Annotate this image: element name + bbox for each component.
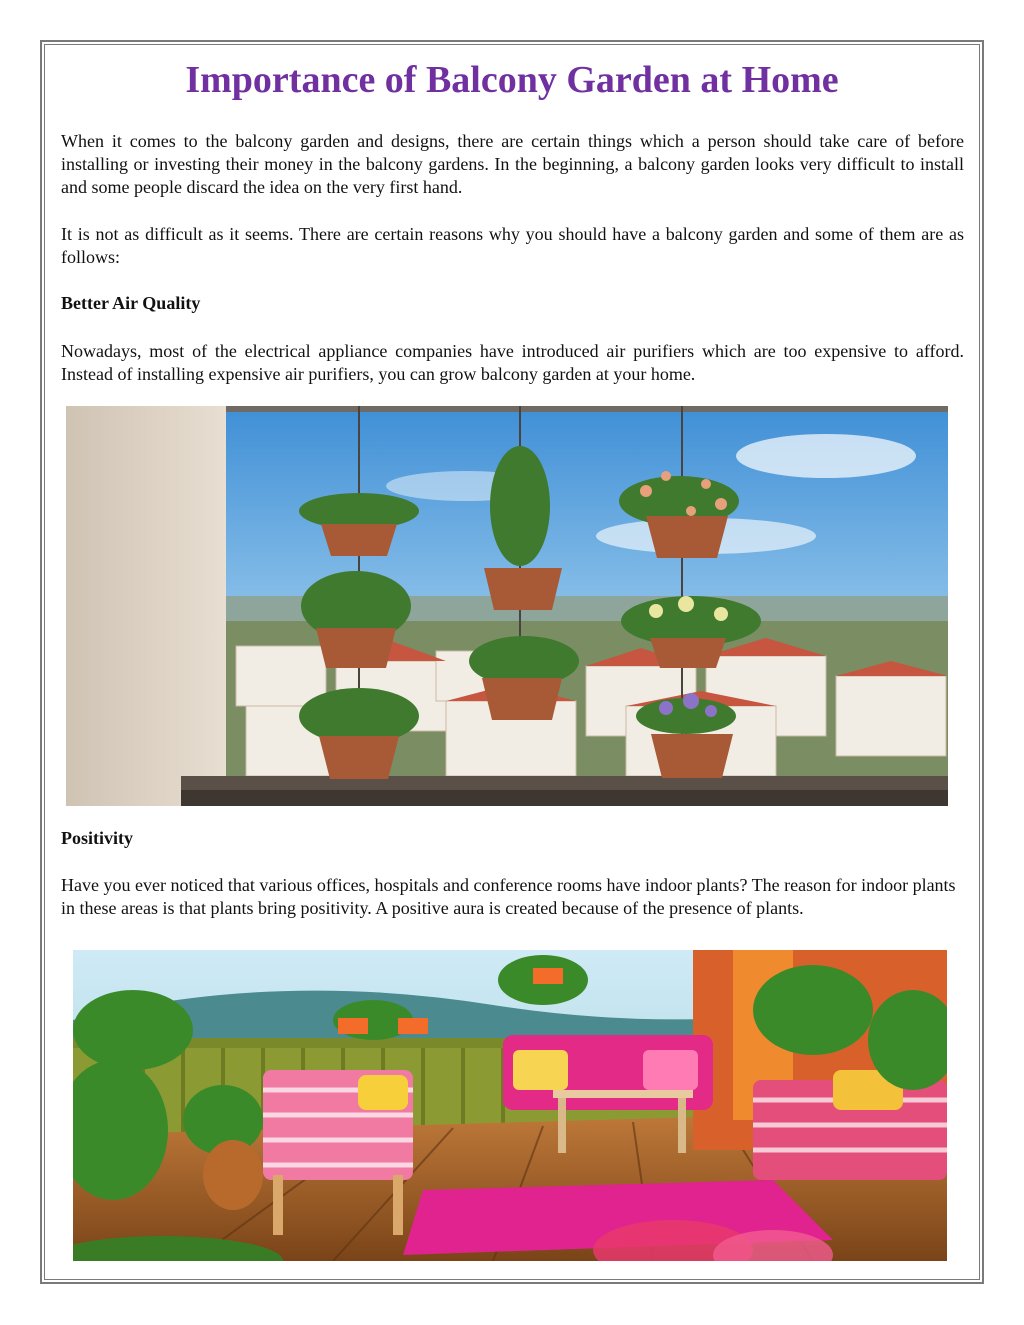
air-quality-paragraph: Nowadays, most of the electrical appliance companies have introduced air purifiers which are too expensive to afford. Instead of installing expensive air purifiers, you can grow balcony garden at your home. <box>61 341 964 384</box>
reasons-paragraph: It is not as difficult as it seems. There are certain reasons why you should have a balcony garden and some of them are as follows: <box>61 224 964 267</box>
intro-paragraph: When it comes to the balcony garden and designs, there are certain things which a person should take care of before installing or investing their money in the balcony gardens. In the beginning, a balcony garden looks very difficult to install and some people discard the idea on the very first hand. <box>61 131 964 197</box>
positivity-paragraph: Have you ever noticed that various offices, hospitals and conference rooms have indoor plants? The reason for indoor plants in these areas is that plants bring positivity. A positive aura is created because of the presence of plants. <box>61 875 956 918</box>
colorful-balcony-photo <box>73 950 947 1261</box>
page-title: Importance of Balcony Garden at Home <box>185 59 839 101</box>
positivity-heading: Positivity <box>61 828 133 848</box>
air-quality-heading: Better Air Quality <box>61 293 201 313</box>
hanging-planters-photo <box>66 406 948 806</box>
